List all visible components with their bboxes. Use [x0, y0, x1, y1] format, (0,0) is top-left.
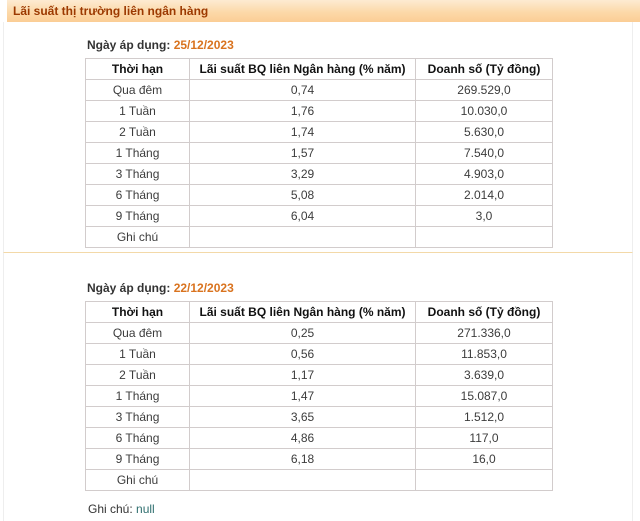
table-header-row — [86, 302, 553, 323]
column-header-volume: Doanh số (Tỷ đồng) — [416, 302, 553, 323]
table-row — [86, 449, 553, 470]
table-row — [86, 122, 553, 143]
table-header-row — [86, 59, 553, 80]
page-title-bar — [7, 0, 640, 22]
cell-term: Qua đêm — [86, 80, 190, 101]
cell-rate: 3,65 — [190, 407, 416, 428]
cell-term: 6 Tháng — [86, 428, 190, 449]
cell-volume: 4.903,0 — [416, 164, 553, 185]
cell-volume: 16,0 — [416, 449, 553, 470]
cell-rate: 0,74 — [190, 80, 416, 101]
table-row — [86, 365, 553, 386]
interbank-rate-table — [85, 301, 553, 491]
applied-date-value: 22/12/2023 — [173, 281, 234, 295]
applied-date-line — [85, 37, 632, 53]
cell-term: 9 Tháng — [86, 206, 190, 227]
cell-term: 2 Tuần — [86, 122, 190, 143]
cell-rate: 1,76 — [190, 101, 416, 122]
table-row — [86, 206, 553, 227]
cell-volume: 5.630,0 — [416, 122, 553, 143]
cell-term: 1 Tuần — [86, 344, 190, 365]
table-row — [86, 470, 553, 491]
cell-rate — [190, 227, 416, 248]
rate-section-2 — [3, 253, 633, 521]
column-header-volume: Doanh số (Tỷ đồng) — [416, 59, 553, 80]
footer-note — [85, 502, 632, 517]
cell-term: 6 Tháng — [86, 185, 190, 206]
table-row — [86, 323, 553, 344]
cell-term: 1 Tuần — [86, 101, 190, 122]
cell-rate: 0,56 — [190, 344, 416, 365]
cell-volume: 11.853,0 — [416, 344, 553, 365]
cell-term: 3 Tháng — [86, 164, 190, 185]
cell-rate: 1,57 — [190, 143, 416, 164]
applied-date-label: Ngày áp dụng: — [87, 38, 171, 52]
cell-volume: 1.512,0 — [416, 407, 553, 428]
table-row — [86, 344, 553, 365]
cell-volume: 3.639,0 — [416, 365, 553, 386]
cell-rate — [190, 470, 416, 491]
cell-volume: 269.529,0 — [416, 80, 553, 101]
cell-rate: 1,47 — [190, 386, 416, 407]
table-row — [86, 101, 553, 122]
footer-note-value: null — [136, 502, 155, 516]
cell-volume: 7.540,0 — [416, 143, 553, 164]
column-header-rate: Lãi suất BQ liên Ngân hàng (% năm) — [190, 302, 416, 323]
table-row — [86, 164, 553, 185]
cell-rate: 1,74 — [190, 122, 416, 143]
cell-rate: 1,17 — [190, 365, 416, 386]
column-header-term: Thời hạn — [86, 302, 190, 323]
cell-term: 3 Tháng — [86, 407, 190, 428]
cell-volume: 117,0 — [416, 428, 553, 449]
cell-volume: 271.336,0 — [416, 323, 553, 344]
cell-term: 1 Tháng — [86, 143, 190, 164]
cell-volume: 3,0 — [416, 206, 553, 227]
cell-term: 2 Tuần — [86, 365, 190, 386]
applied-date-label: Ngày áp dụng: — [87, 281, 171, 295]
footer-note-label: Ghi chú: — [88, 502, 133, 516]
cell-term: 9 Tháng — [86, 449, 190, 470]
table-row — [86, 185, 553, 206]
table-row — [86, 386, 553, 407]
page-title: Lãi suất thị trường liên ngân hàng — [13, 4, 209, 18]
cell-volume: 15.087,0 — [416, 386, 553, 407]
table-row — [86, 428, 553, 449]
cell-rate: 0,25 — [190, 323, 416, 344]
cell-volume — [416, 470, 553, 491]
cell-rate: 4,86 — [190, 428, 416, 449]
table-row — [86, 80, 553, 101]
cell-rate: 5,08 — [190, 185, 416, 206]
table-row — [86, 407, 553, 428]
cell-term: Qua đêm — [86, 323, 190, 344]
cell-term: Ghi chú — [86, 227, 190, 248]
cell-term: Ghi chú — [86, 470, 190, 491]
table-row — [86, 227, 553, 248]
cell-term: 1 Tháng — [86, 386, 190, 407]
interbank-rate-table — [85, 58, 553, 248]
applied-date-value: 25/12/2023 — [173, 38, 234, 52]
applied-date-line — [85, 280, 632, 296]
column-header-term: Thời hạn — [86, 59, 190, 80]
column-header-rate: Lãi suất BQ liên Ngân hàng (% năm) — [190, 59, 416, 80]
cell-volume — [416, 227, 553, 248]
cell-rate: 6,04 — [190, 206, 416, 227]
cell-rate: 6,18 — [190, 449, 416, 470]
cell-volume: 2.014,0 — [416, 185, 553, 206]
rate-section-1 — [3, 22, 633, 253]
cell-volume: 10.030,0 — [416, 101, 553, 122]
cell-rate: 3,29 — [190, 164, 416, 185]
table-row — [86, 143, 553, 164]
